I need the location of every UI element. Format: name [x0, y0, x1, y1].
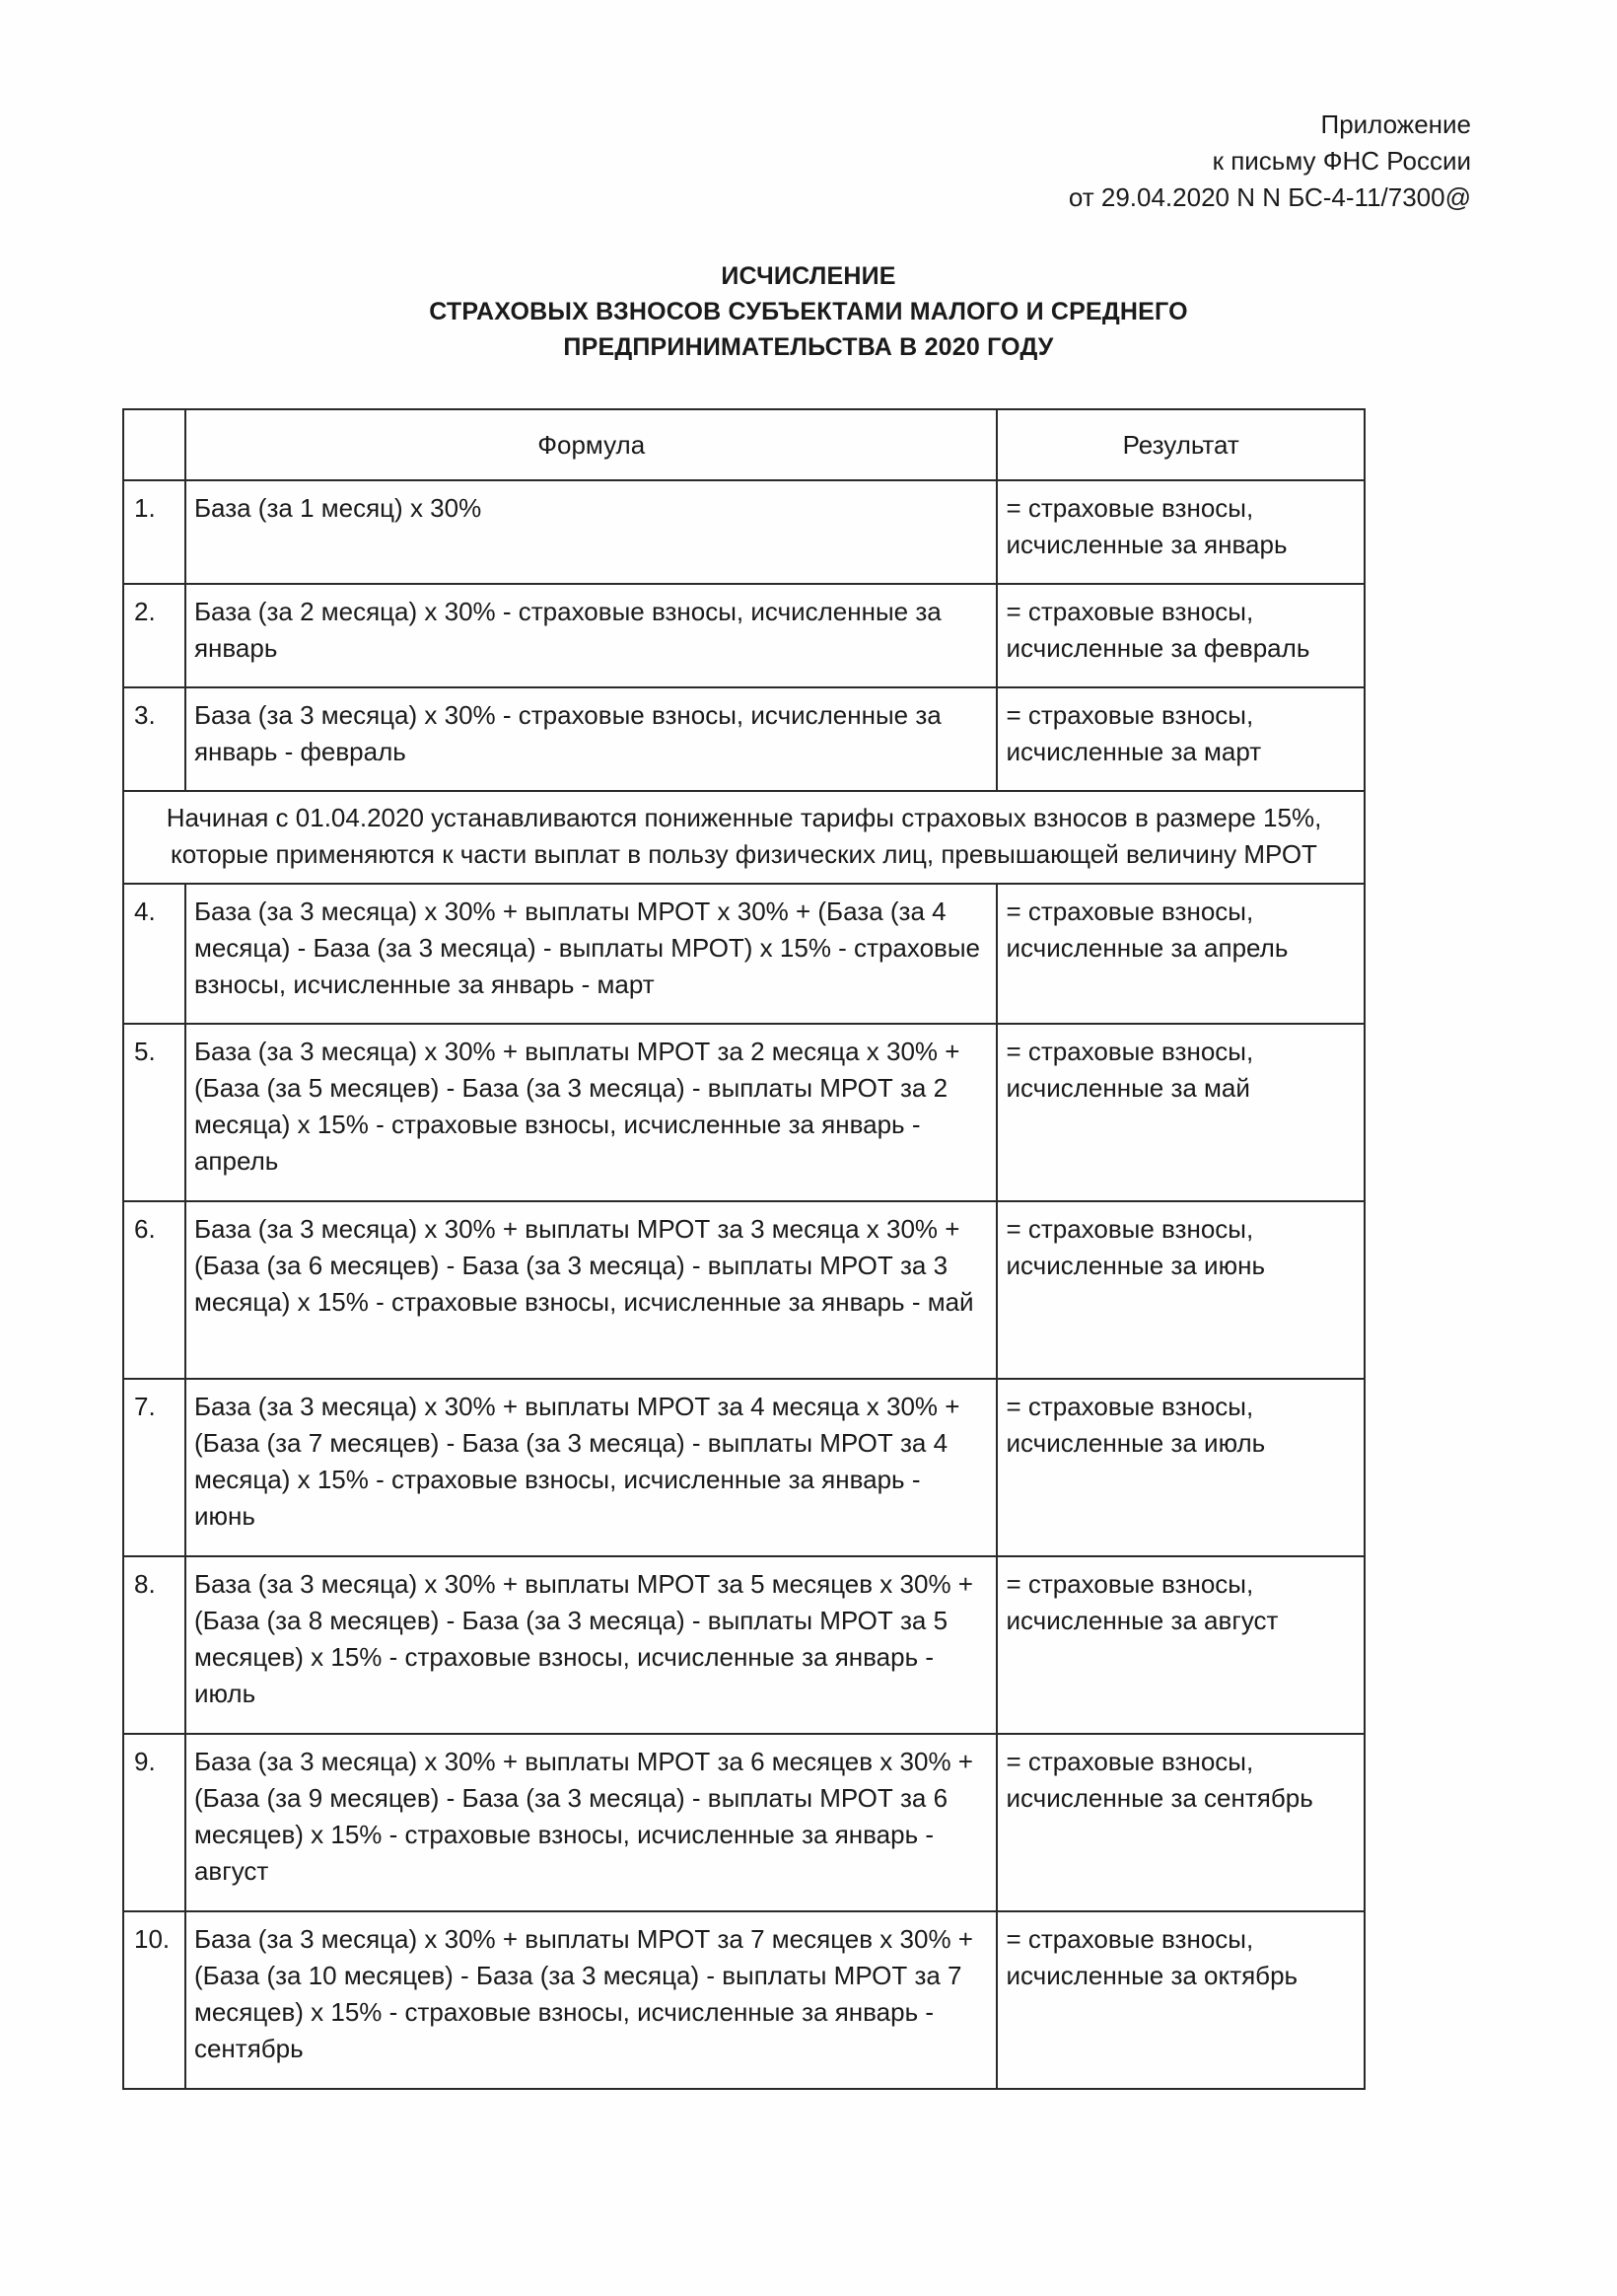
table-note-row: [123, 791, 1365, 884]
row-num: 4.: [123, 884, 185, 1024]
appendix-line-2: к письму ФНС России: [1212, 146, 1471, 176]
title-line-2: СТРАХОВЫХ ВЗНОСОВ СУБЪЕКТАМИ МАЛОГО И СРЕДНЕГО: [429, 298, 1188, 325]
row-num: 9.: [123, 1734, 185, 1911]
row-result: = страховые взносы, исчисленные за июнь: [997, 1201, 1365, 1379]
row-num: 8.: [123, 1556, 185, 1734]
table-row: [123, 1734, 1365, 1911]
row-num: 10.: [123, 1911, 185, 2089]
title-line-1: ИСЧИСЛЕНИЕ: [721, 262, 896, 290]
row-num: 6.: [123, 1201, 185, 1379]
appendix-line-3: от 29.04.2020 N N БС-4-11/7300@: [1068, 182, 1471, 212]
row-result: = страховые взносы, исчисленные за январь: [997, 480, 1365, 584]
row-formula: База (за 1 месяц) х 30%: [185, 480, 997, 584]
table-row: [123, 480, 1365, 584]
row-result: = страховые взносы, исчисленные за февраль: [997, 584, 1365, 687]
document-title: [0, 258, 1617, 365]
row-num: 1.: [123, 480, 185, 584]
row-formula: База (за 2 месяца) х 30% - страховые взносы, исчисленные за январь: [185, 584, 997, 687]
appendix-line-1: Приложение: [1320, 109, 1471, 139]
row-result: = страховые взносы, исчисленные за август: [997, 1556, 1365, 1734]
row-formula: База (за 3 месяца) х 30% + выплаты МРОТ за 5 месяцев х 30% + (База (за 8 месяцев) - База (за 3 месяца) - выплаты МРОТ за 5 месяцев) х 15% - страховые взносы, исчисленные за январь - июль: [185, 1556, 997, 1734]
appendix-header: [1069, 107, 1471, 216]
header-formula: Формула: [185, 409, 997, 480]
row-num: 5.: [123, 1024, 185, 1201]
row-result: = страховые взносы, исчисленные за сентябрь: [997, 1734, 1365, 1911]
table-row: [123, 1556, 1365, 1734]
table-row: [123, 1201, 1365, 1379]
row-result: = страховые взносы, исчисленные за апрель: [997, 884, 1365, 1024]
row-num: 2.: [123, 584, 185, 687]
header-result: Результат: [997, 409, 1365, 480]
row-formula: База (за 3 месяца) х 30% + выплаты МРОТ за 6 месяцев х 30% + (База (за 9 месяцев) - База (за 3 месяца) - выплаты МРОТ за 6 месяцев) х 15% - страховые взносы, исчисленные за январь - август: [185, 1734, 997, 1911]
row-formula: База (за 3 месяца) х 30% + выплаты МРОТ за 4 месяца х 30% + (База (за 7 месяцев) - База (за 3 месяца) - выплаты МРОТ за 4 месяца) х 15% - страховые взносы, исчисленные за январь - июнь: [185, 1379, 997, 1556]
table-header-row: [123, 409, 1365, 480]
row-formula: База (за 3 месяца) х 30% + выплаты МРОТ за 2 месяца х 30% + (База (за 5 месяцев) - База (за 3 месяца) - выплаты МРОТ за 2 месяца) х 15% - страховые взносы, исчисленные за январь - апрель: [185, 1024, 997, 1201]
table-row: [123, 1379, 1365, 1556]
table-row: [123, 1911, 1365, 2089]
header-num: [123, 409, 185, 480]
row-result: = страховые взносы, исчисленные за июль: [997, 1379, 1365, 1556]
row-num: 3.: [123, 687, 185, 791]
table-row: [123, 884, 1365, 1024]
table-row: [123, 1024, 1365, 1201]
row-num: 7.: [123, 1379, 185, 1556]
reduced-tariff-note: Начиная с 01.04.2020 устанавливаются пониженные тарифы страховых взносов в размере 15%, которые применяются к части выплат в пользу физических лиц, превышающей величину МРОТ: [123, 791, 1365, 884]
row-result: = страховые взносы, исчисленные за март: [997, 687, 1365, 791]
title-line-3: ПРЕДПРИНИМАТЕЛЬСТВА В 2020 ГОДУ: [563, 333, 1054, 361]
row-result: = страховые взносы, исчисленные за май: [997, 1024, 1365, 1201]
row-formula: База (за 3 месяца) х 30% + выплаты МРОТ х 30% + (База (за 4 месяца) - База (за 3 месяца) - выплаты МРОТ) х 15% - страховые взносы, исчисленные за январь - март: [185, 884, 997, 1024]
calculation-table: [122, 408, 1366, 2090]
row-formula: База (за 3 месяца) х 30% + выплаты МРОТ за 7 месяцев х 30% + (База (за 10 месяцев) - База (за 3 месяца) - выплаты МРОТ за 7 месяцев) х 15% - страховые взносы, исчисленные за январь - сентябрь: [185, 1911, 997, 2089]
table-row: [123, 687, 1365, 791]
row-result: = страховые взносы, исчисленные за октябрь: [997, 1911, 1365, 2089]
table-row: [123, 584, 1365, 687]
row-formula: База (за 3 месяца) х 30% - страховые взносы, исчисленные за январь - февраль: [185, 687, 997, 791]
row-formula: База (за 3 месяца) х 30% + выплаты МРОТ за 3 месяца х 30% + (База (за 6 месяцев) - База (за 3 месяца) - выплаты МРОТ за 3 месяца) х 15% - страховые взносы, исчисленные за январь - май: [185, 1201, 997, 1379]
